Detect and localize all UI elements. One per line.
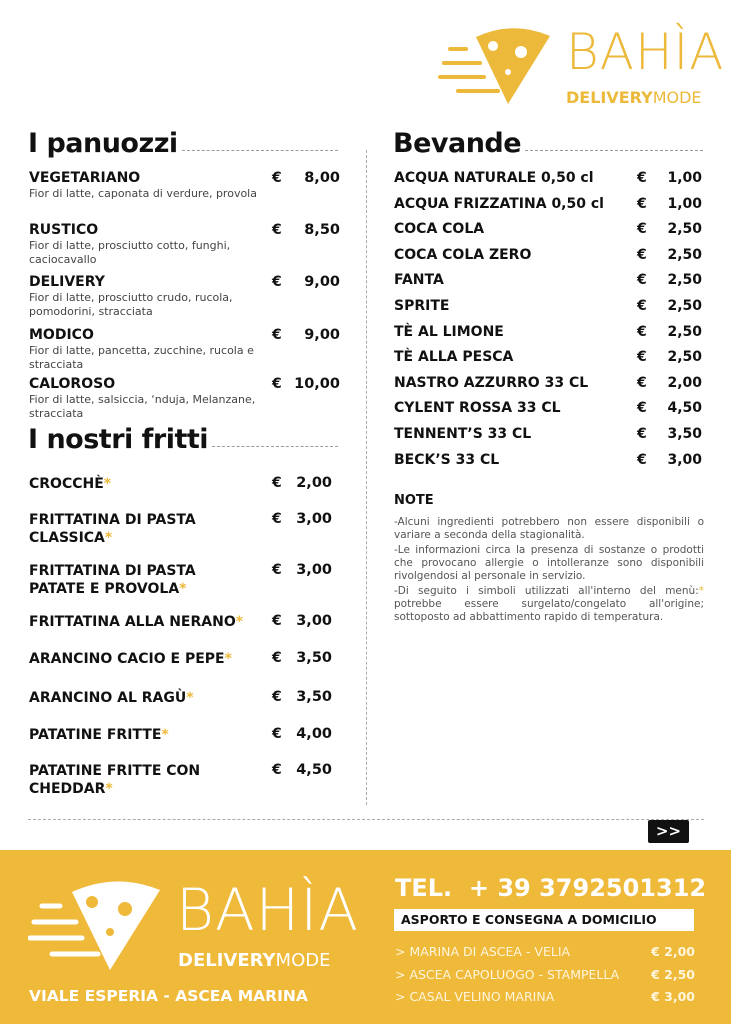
currency: € bbox=[272, 274, 282, 290]
item-name bbox=[29, 475, 254, 493]
currency: € bbox=[637, 451, 647, 468]
item-price: 2,00 bbox=[296, 475, 332, 491]
currency: € bbox=[272, 376, 282, 392]
tagline-light: MODE bbox=[652, 88, 702, 107]
address: VIALE ESPERIA - ASCEA MARINA bbox=[29, 987, 308, 1005]
currency: € bbox=[272, 475, 282, 491]
bevande-title-text: Bevande bbox=[393, 128, 522, 159]
footer-divider bbox=[28, 819, 704, 820]
currency: € bbox=[272, 650, 282, 666]
currency: € bbox=[637, 400, 647, 417]
menu-item bbox=[29, 327, 340, 372]
currency: € bbox=[272, 689, 282, 705]
currency: € bbox=[272, 613, 282, 629]
currency: € bbox=[637, 170, 647, 186]
item-price: 3,00 bbox=[296, 562, 332, 578]
star-symbol: * bbox=[179, 581, 187, 597]
item-name: CYLENT ROSSA 33 CL bbox=[394, 400, 561, 417]
item-name: COCA COLA bbox=[394, 221, 485, 238]
currency: € bbox=[272, 562, 282, 578]
currency: € bbox=[637, 246, 647, 263]
service-banner: ASPORTO E CONSEGNA A DOMICILIO bbox=[394, 909, 694, 931]
item-name-text: FRITTATINA DI PASTA CLASSICA bbox=[29, 512, 196, 546]
item-price: 4,50 bbox=[296, 762, 332, 778]
item-name: TENNENT’S 33 CL bbox=[394, 426, 532, 442]
item-name: MODICO bbox=[29, 327, 94, 343]
item-name bbox=[29, 562, 254, 598]
header-logo bbox=[438, 22, 725, 112]
item-name-text: PATATINE FRITTE CON CHEDDAR bbox=[29, 763, 201, 797]
currency: € bbox=[272, 222, 282, 238]
currency: € bbox=[637, 374, 647, 391]
drink-item bbox=[394, 221, 702, 241]
currency: € bbox=[637, 195, 647, 212]
star-symbol: * bbox=[224, 651, 232, 667]
drink-item bbox=[394, 452, 702, 472]
item-name bbox=[29, 689, 254, 707]
item-price: 2,50 bbox=[667, 221, 702, 238]
currency: € bbox=[272, 170, 282, 186]
note-text: potrebbe essere surgelato/congelato all'origine; sottoposto ad abbattimento rapido di temperatura. bbox=[394, 598, 704, 623]
item-price: 1,00 bbox=[667, 195, 702, 212]
zone-price: € 2,00 bbox=[651, 944, 695, 959]
drink-item bbox=[394, 426, 702, 446]
currency: € bbox=[637, 426, 647, 442]
item-name-text: ARANCINO AL RAGÙ bbox=[29, 690, 187, 706]
star-symbol: * bbox=[698, 585, 704, 597]
item-name: BECK’S 33 CL bbox=[394, 451, 500, 468]
item-name: RUSTICO bbox=[29, 222, 99, 238]
brand-tagline bbox=[566, 88, 702, 107]
item-name: TÈ AL LIMONE bbox=[394, 323, 504, 340]
fritti-title-text: I nostri fritti bbox=[28, 424, 209, 455]
item-price: 9,00 bbox=[304, 274, 340, 290]
item-name bbox=[29, 762, 254, 798]
item-name: ACQUA FRIZZATINA 0,50 cl bbox=[394, 195, 604, 212]
star-symbol: * bbox=[104, 530, 113, 546]
title-divider bbox=[525, 150, 703, 151]
item-name: FANTA bbox=[394, 272, 444, 289]
tagline-bold: DELIVERY bbox=[178, 950, 276, 971]
item-name-text: PATATINE FRITTE bbox=[29, 727, 162, 743]
footer-brand-name: BAHÌA bbox=[176, 876, 360, 944]
zone-name: > MARINA DI ASCEA - VELIA bbox=[395, 944, 571, 959]
item-name bbox=[29, 613, 254, 631]
item-price: 10,00 bbox=[294, 376, 340, 392]
brand-name: BAHÌA bbox=[566, 23, 725, 81]
pizza-slice-icon bbox=[28, 874, 163, 974]
next-page-button[interactable]: >> bbox=[648, 820, 689, 843]
item-name: TÈ ALLA PESCA bbox=[394, 349, 514, 366]
delivery-zone bbox=[395, 967, 695, 982]
star-symbol: * bbox=[103, 476, 112, 492]
item-price: 4,00 bbox=[296, 726, 332, 742]
item-price: 3,50 bbox=[667, 426, 702, 442]
item-name bbox=[29, 726, 254, 744]
menu-item bbox=[29, 475, 340, 493]
bevande-title bbox=[393, 128, 703, 159]
item-name-text: CROCCHÈ bbox=[29, 476, 104, 492]
item-description: Fior di latte, prosciutto crudo, rucola, pomodorini, stracciata bbox=[29, 291, 233, 318]
item-name: CALOROSO bbox=[29, 376, 116, 392]
drink-item bbox=[394, 272, 702, 292]
item-price: 2,50 bbox=[667, 272, 702, 289]
panuozzi-title-text: I panuozzi bbox=[28, 128, 178, 159]
drink-item bbox=[394, 400, 702, 420]
note-title: NOTE bbox=[394, 493, 434, 508]
menu-item bbox=[29, 613, 340, 631]
pizza-slice-icon bbox=[438, 22, 553, 107]
item-price: 4,50 bbox=[667, 400, 702, 417]
zone-price: € 3,00 bbox=[651, 989, 695, 1004]
drink-item bbox=[394, 375, 702, 395]
item-name-text: FRITTATINA DI PASTA PATATE E PROVOLA bbox=[29, 563, 196, 597]
item-price: 3,00 bbox=[667, 451, 702, 468]
item-name: SPRITE bbox=[394, 298, 450, 314]
item-price: 3,50 bbox=[296, 650, 332, 666]
currency: € bbox=[637, 323, 647, 340]
star-symbol: * bbox=[105, 781, 113, 797]
item-description: Fior di latte, salsiccia, ‘nduja, Melanzane, stracciata bbox=[29, 393, 256, 420]
item-name-text: FRITTATINA ALLA NERANO bbox=[29, 614, 236, 630]
title-divider bbox=[182, 150, 338, 151]
item-description: Fior di latte, caponata di verdure, provola bbox=[29, 187, 257, 200]
zone-price: € 2,50 bbox=[651, 966, 695, 982]
item-price: 2,50 bbox=[667, 246, 702, 263]
note-text: -Di seguito i simboli utilizzati all'interno del menù: bbox=[394, 585, 699, 597]
menu-item bbox=[29, 511, 340, 547]
fritti-title bbox=[28, 424, 338, 455]
drink-item bbox=[394, 196, 702, 216]
title-divider bbox=[212, 446, 338, 447]
item-name: NASTRO AZZURRO 33 CL bbox=[394, 374, 589, 391]
notes-section bbox=[394, 493, 704, 626]
note-line bbox=[394, 585, 704, 624]
note-line: -Le informazioni circa la presenza di sostanze o prodotti che provocano allergie o intolleranze sono disponibili rivolgendosi al personale in servizio. bbox=[394, 544, 704, 582]
footer bbox=[0, 850, 731, 1024]
currency: € bbox=[272, 327, 282, 343]
item-name: ACQUA NATURALE 0,50 cl bbox=[394, 170, 594, 186]
drink-item bbox=[394, 324, 702, 344]
menu-item bbox=[29, 274, 340, 319]
menu-item bbox=[29, 562, 340, 598]
currency: € bbox=[272, 511, 282, 527]
tagline-bold: DELIVERY bbox=[566, 88, 653, 107]
menu-item bbox=[29, 222, 340, 267]
drink-item bbox=[394, 349, 702, 369]
menu-item bbox=[29, 650, 340, 668]
item-name-text: ARANCINO CACIO E PEPE bbox=[29, 651, 225, 667]
currency: € bbox=[272, 762, 282, 778]
item-description: Fior di latte, prosciutto cotto, funghi, caciocavallo bbox=[29, 239, 231, 266]
star-symbol: * bbox=[186, 690, 194, 706]
item-price: 3,50 bbox=[296, 689, 332, 705]
item-price: 1,00 bbox=[667, 170, 702, 186]
zone-name: > ASCEA CAPOLUOGO - STAMPELLA bbox=[395, 966, 620, 982]
delivery-zone bbox=[395, 989, 695, 1004]
item-name: COCA COLA ZERO bbox=[394, 246, 532, 263]
currency: € bbox=[637, 349, 647, 366]
menu-item bbox=[29, 726, 340, 744]
panuozzi-title bbox=[28, 128, 338, 159]
drink-item bbox=[394, 298, 702, 318]
item-price: 3,00 bbox=[296, 511, 332, 527]
item-price: 2,50 bbox=[667, 323, 702, 340]
zone-name: > CASAL VELINO MARINA bbox=[395, 989, 555, 1004]
menu-item bbox=[29, 762, 340, 798]
star-symbol: * bbox=[235, 614, 244, 630]
item-price: 2,50 bbox=[667, 349, 702, 366]
item-name: VEGETARIANO bbox=[29, 170, 141, 186]
delivery-zone bbox=[395, 944, 695, 959]
currency: € bbox=[637, 221, 647, 238]
drink-item bbox=[394, 170, 702, 190]
item-price: 2,00 bbox=[667, 374, 702, 391]
item-price: 8,00 bbox=[304, 170, 340, 186]
currency: € bbox=[637, 272, 647, 289]
currency: € bbox=[637, 298, 647, 314]
menu-item bbox=[29, 376, 340, 421]
menu-item bbox=[29, 689, 340, 707]
menu-item bbox=[29, 170, 340, 201]
column-divider bbox=[366, 150, 367, 805]
item-description: Fior di latte, pancetta, zucchine, rucola e stracciata bbox=[29, 344, 254, 371]
note-line: -Alcuni ingredienti potrebbero non essere disponibili o variare a seconda della stagionalità. bbox=[394, 516, 704, 541]
item-name bbox=[29, 650, 254, 668]
star-symbol: * bbox=[161, 727, 169, 743]
item-price: 2,50 bbox=[667, 298, 702, 314]
item-name: DELIVERY bbox=[29, 274, 105, 290]
tagline-light: MODE bbox=[275, 950, 331, 971]
item-price: 8,50 bbox=[304, 222, 340, 238]
footer-tagline bbox=[178, 950, 330, 971]
currency: € bbox=[272, 726, 282, 742]
item-price: 9,00 bbox=[304, 327, 340, 343]
item-price: 3,00 bbox=[296, 613, 332, 629]
item-name bbox=[29, 511, 254, 547]
phone-number: TEL. + 39 3792501312 bbox=[395, 874, 707, 902]
drink-item bbox=[394, 247, 702, 267]
